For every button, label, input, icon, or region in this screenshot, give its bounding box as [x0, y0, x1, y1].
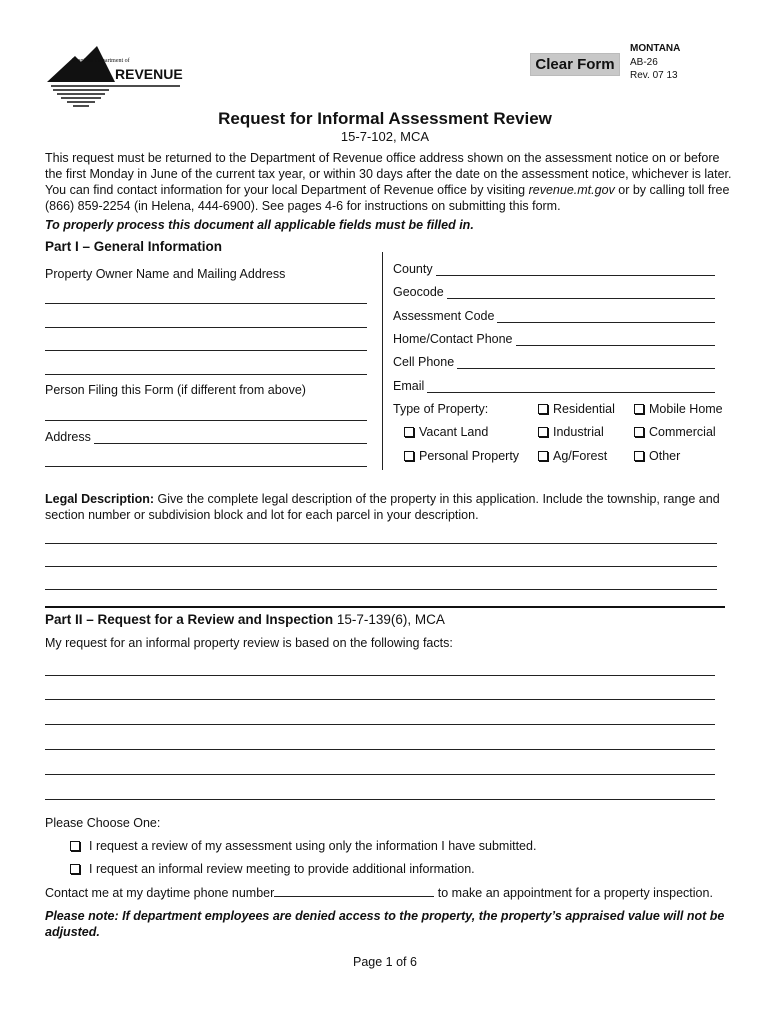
facts-line-6[interactable]: [45, 799, 715, 800]
cell-phone-field[interactable]: Cell Phone: [393, 355, 715, 369]
legal-description-text: Legal Description: Give the complete legal description of the property in this application. Include the township, range and section number or subdivision block and lot for each parcel in your description.: [45, 492, 720, 522]
clear-form-button[interactable]: Clear Form: [530, 53, 620, 76]
owner-line-1[interactable]: [45, 303, 367, 304]
assessment-code-field[interactable]: Assessment Code: [393, 309, 715, 323]
legal-line-2[interactable]: [45, 566, 717, 567]
revenue-logo: Montana Department of REVENUE: [45, 44, 185, 117]
intro-text: This request must be returned to the Department of Revenue office address shown on the assessment notice on or before the first Monday in June of the current tax year, or within 30 days after the date on the assessment notice, whichever is later. You can find contact information for your local Department of Revenue office by visiting revenue.mt.gov or by calling toll free (866) 859-2254 (in Helena, 444-6900). See pages 4-6 for instructions on submitting this form.: [45, 151, 732, 213]
address-field[interactable]: Address: [45, 430, 367, 444]
checkbox-residential[interactable]: Residential: [538, 402, 615, 416]
facts-line-1[interactable]: [45, 675, 715, 676]
checkbox-commercial[interactable]: Commercial: [634, 425, 716, 439]
address-line-2[interactable]: [45, 466, 367, 467]
county-field[interactable]: County: [393, 262, 715, 276]
checkbox-vacant-land[interactable]: Vacant Land: [404, 425, 488, 439]
email-field[interactable]: Email: [393, 379, 715, 393]
option-review-meeting[interactable]: I request an informal review meeting to provide additional information.: [70, 862, 475, 876]
facts-line-2[interactable]: [45, 699, 715, 700]
checkbox-mobile-home[interactable]: Mobile Home: [634, 402, 723, 416]
facts-line-5[interactable]: [45, 774, 715, 775]
form-page: Montana Department of REVENUE Clear Form MONTANA AB-26 Rev. 07 13 Request for Informal Assessment Review 15-7-102, MCA This request must be returned to the Department of Revenue office address shown on the assessment notice on or before the first Monday in June of the current tax year, or within 30 days after the date on the assessment notice, whichever is later. You can find contact information for your local Department of Revenue office by visiting revenue.mt.gov or by calling toll free (866) 859-2254 (in Helena, 444-6900). See pages 4-6 for instructions on submitting this form. To properly process this document all applicable fields must be filled in. Part I – General Information Property Owner Name and Mailing Address Person Filing this Form (if different from above) Address County Geocode Assessment Code Home/Contact Phone Cell Phone Email Type of Property: Residential Mobile Home Vacant Land Industrial Commercial Personal Property Ag/Forest Other Legal Description: Give the complete legal description of the property in this application. Include the township, range and section number or subdivision block and lot for each parcel in your description. Part II – Request for a Review and Inspection 15-7-139(6), MCA My request for an informal property review is based on the following facts: Please Choose One: I request a review of my assessment using only the information I have submitted. I request an informal review meeting to provide additional information. Contact me at my daytime phone number to make an appointment for a property inspection. Please note: If department employees are denied access to the property, the property’s appraised value will not be adjusted. Page 1 of 6: [0, 0, 770, 1024]
section-rule: [45, 606, 725, 608]
checkbox-personal-property[interactable]: Personal Property: [404, 449, 519, 463]
geocode-field[interactable]: Geocode: [393, 285, 715, 299]
option-review-submitted[interactable]: I request a review of my assessment using only the information I have submitted.: [70, 839, 536, 853]
facts-line-3[interactable]: [45, 724, 715, 725]
filer-line[interactable]: [45, 420, 367, 421]
owner-line-4[interactable]: [45, 374, 367, 375]
column-divider: [382, 252, 383, 470]
owner-line-3[interactable]: [45, 350, 367, 351]
contact-phone-field[interactable]: Contact me at my daytime phone number to make an appointment for a property inspection.: [45, 886, 713, 900]
checkbox-other[interactable]: Other: [634, 449, 680, 463]
page-number: Page 1 of 6: [353, 955, 417, 969]
home-phone-field[interactable]: Home/Contact Phone: [393, 332, 715, 346]
page-title: Request for Informal Assessment Review: [218, 109, 552, 128]
legal-line-1[interactable]: [45, 543, 717, 544]
legal-line-3[interactable]: [45, 589, 717, 590]
facts-line-4[interactable]: [45, 749, 715, 750]
checkbox-industrial[interactable]: Industrial: [538, 425, 604, 439]
owner-line-2[interactable]: [45, 327, 367, 328]
checkbox-ag-forest[interactable]: Ag/Forest: [538, 449, 607, 463]
